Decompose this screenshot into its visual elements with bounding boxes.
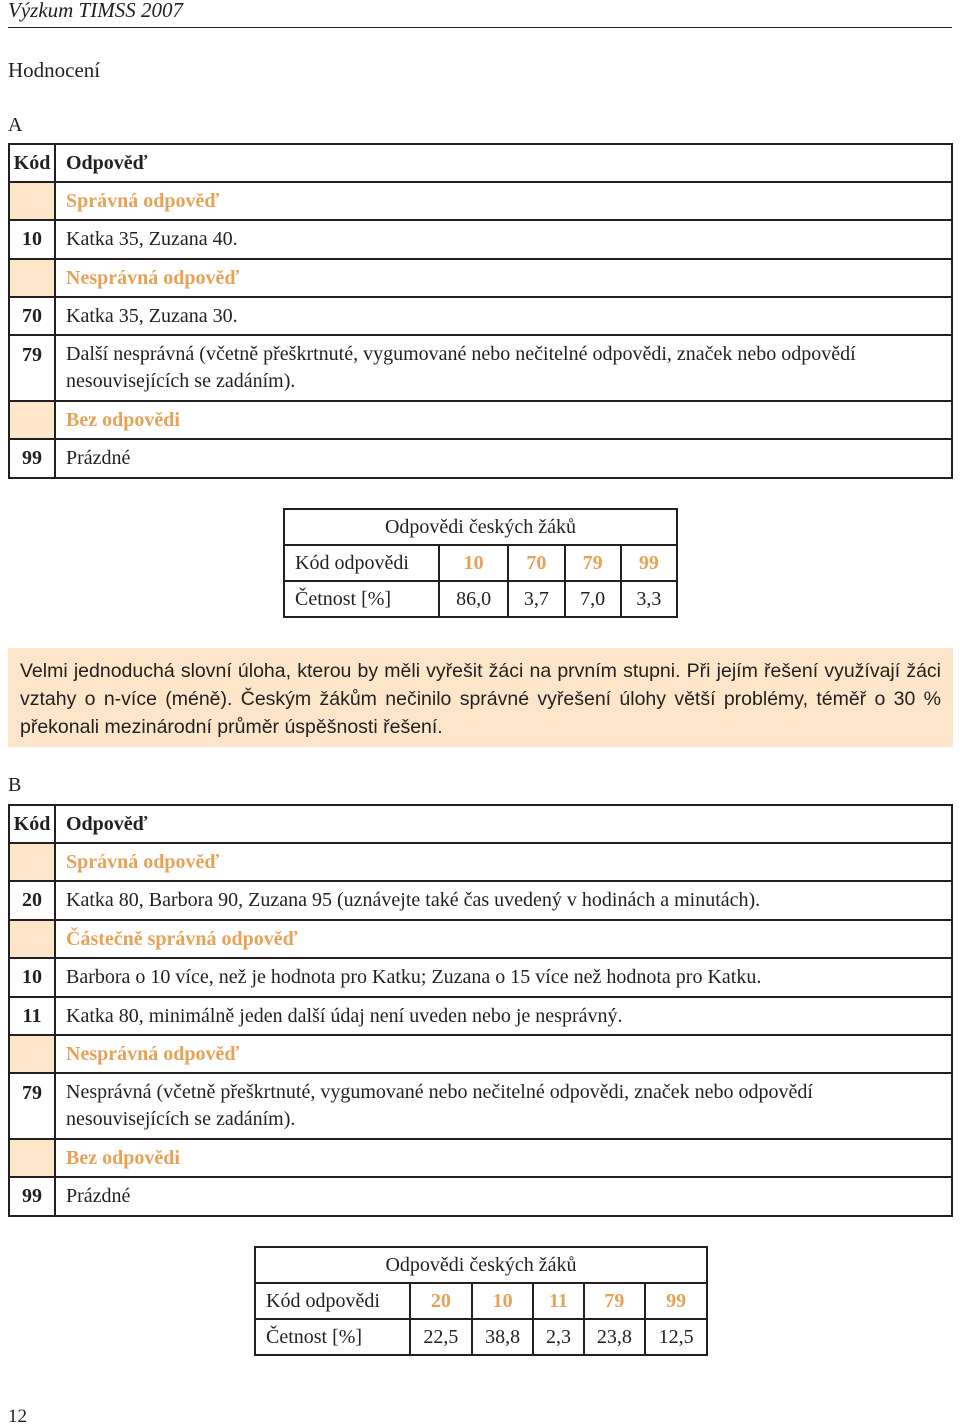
response-code: 79 [9,1073,55,1139]
response-code: 20 [9,881,55,920]
category-heading: Částečně správná odpověď [55,920,952,958]
category-heading: Správná odpověď [55,182,952,220]
result-code: 10 [439,545,508,581]
column-header-answer: Odpověď [55,144,952,182]
result-frequency: 86,0 [439,581,508,617]
response-code: 99 [9,439,55,478]
running-header: Výzkum TIMSS 2007 [8,0,183,22]
response-description: Barbora o 10 více, než je hodnota pro Katku; Zuzana o 15 více než hodnota pro Katku. [55,958,952,997]
column-header-code: Kód [9,144,55,182]
commentary-box: Velmi jednoduchá slovní úloha, kterou by měli vyřešit žáci na prvním stupni. Při jejím řešení využívají žáci vztahy o n-více (méně). Českým žákům nečinilo správné vyřešení úlohy větší problémy, téměř o 30 % překonali mezinárodní průměr úspěšnosti řešení. [8,648,953,747]
code-row [284,545,677,581]
category-heading: Nesprávná odpověď [55,1035,952,1073]
table-header-row [9,144,952,182]
results-title: Odpovědi českých žáků [255,1247,707,1283]
page-number: 12 [8,1406,27,1427]
result-code: 99 [645,1283,707,1319]
part-a-label: A [8,114,23,136]
category-row-blank [9,1139,952,1177]
response-description: Katka 35, Zuzana 30. [55,297,952,335]
result-frequency: 3,7 [508,581,564,617]
category-row-partial [9,920,952,958]
part-b-coding-table [8,804,953,1217]
response-description: Katka 80, minimálně jeden další údaj není uveden nebo je nesprávný. [55,997,952,1035]
part-a-results-table [283,508,678,618]
part-b-label: B [8,774,22,796]
category-row-incorrect [9,259,952,297]
category-heading: Bez odpovědi [55,401,952,439]
table-row [9,881,952,920]
response-code: 11 [9,997,55,1035]
column-header-answer: Odpověď [55,805,952,843]
results-title: Odpovědi českých žáků [284,509,677,545]
table-row [9,439,952,478]
category-heading: Správná odpověď [55,843,952,881]
result-code: 11 [533,1283,583,1319]
result-code: 79 [584,1283,646,1319]
table-row [9,1177,952,1216]
code-row [255,1283,707,1319]
part-b-results-table [254,1246,708,1356]
frequency-row-label: Četnost [%] [255,1319,410,1355]
response-description: Nesprávná (včetně přeškrtnuté, vygumované nebo nečitelné odpovědi, značek nebo odpovědí nesouvisejících se zadáním). [55,1073,952,1139]
category-heading: Bez odpovědi [55,1139,952,1177]
response-code: 99 [9,1177,55,1216]
section-title: Hodnocení [8,58,101,82]
part-a-coding-table [8,143,953,479]
category-row-correct [9,182,952,220]
response-code: 70 [9,297,55,335]
result-code: 79 [565,545,621,581]
response-code: 10 [9,220,55,259]
result-frequency: 7,0 [565,581,621,617]
response-description: Prázdné [55,1177,952,1216]
result-frequency: 22,5 [410,1319,472,1355]
table-header-row [9,805,952,843]
response-description: Další nesprávná (včetně přeškrtnuté, vygumované nebo nečitelné odpovědi, značek nebo odpovědí nesouvisejících se zadáním). [55,335,952,401]
column-header-code: Kód [9,805,55,843]
result-code: 10 [472,1283,534,1319]
response-description: Katka 80, Barbora 90, Zuzana 95 (uznávejte také čas uvedený v hodinách a minutách). [55,881,952,920]
result-frequency: 38,8 [472,1319,534,1355]
result-code: 20 [410,1283,472,1319]
result-frequency: 3,3 [621,581,677,617]
table-row [9,958,952,997]
result-frequency: 12,5 [645,1319,707,1355]
response-description: Katka 35, Zuzana 40. [55,220,952,259]
result-frequency: 23,8 [584,1319,646,1355]
table-row [9,1073,952,1139]
frequency-row [284,581,677,617]
table-row [9,997,952,1035]
category-heading: Nesprávná odpověď [55,259,952,297]
result-frequency: 2,3 [533,1319,583,1355]
table-row [9,297,952,335]
response-code: 10 [9,958,55,997]
category-row-correct [9,843,952,881]
table-row [9,335,952,401]
code-row-label: Kód odpovědi [284,545,439,581]
response-description: Prázdné [55,439,952,478]
table-row [9,220,952,259]
category-row-incorrect [9,1035,952,1073]
code-row-label: Kód odpovědi [255,1283,410,1319]
result-code: 70 [508,545,564,581]
header-rule [8,27,952,28]
response-code: 79 [9,335,55,401]
frequency-row [255,1319,707,1355]
category-row-blank [9,401,952,439]
result-code: 99 [621,545,677,581]
frequency-row-label: Četnost [%] [284,581,439,617]
